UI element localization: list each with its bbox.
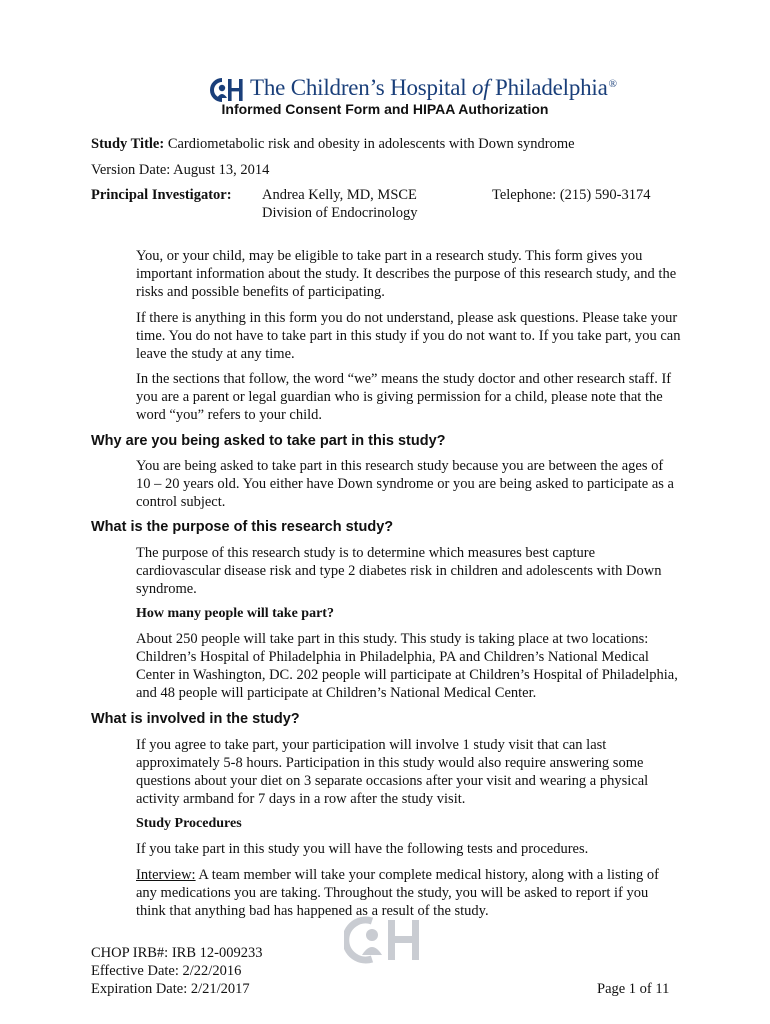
section-heading-involved: What is involved in the study? <box>91 711 300 727</box>
study-title-label: Study Title: <box>91 136 165 152</box>
page-number: Page 1 of 11 <box>597 981 670 997</box>
hospital-name: The Children’s Hospital of Philadelphia® <box>250 75 617 100</box>
section-text-why: You are being asked to take part in this research study because you are between the ages of 10 – 20 years old. You either have Down syndrome or you are being asked to participate as a control subject. <box>136 458 674 510</box>
expiration-date: Expiration Date: 2/21/2017 <box>91 981 250 997</box>
study-title-value: Cardiometabolic risk and obesity in adolescents with Down syndrome <box>164 136 575 152</box>
study-title <box>91 135 575 153</box>
section-heading-purpose: What is the purpose of this research study? <box>91 519 394 535</box>
form-title: Informed Consent Form and HIPAA Authorization <box>221 101 549 117</box>
version-date: Version Date: August 13, 2014 <box>91 162 270 178</box>
interview-text: A team member will take your complete medical history, along with a listing of any medications you are taking. Throughout the study, you will be asked to report if you think that anything bad has happened as a result of the study. <box>136 867 659 919</box>
subheading-study-procedures: Study Procedures <box>136 816 242 831</box>
interview-paragraph <box>136 866 681 920</box>
subheading-how-many: How many people will take part? <box>136 606 334 621</box>
subsection-text-procedures: If you take part in this study you will have the following tests and procedures. <box>136 841 589 857</box>
section-text-involved: If you agree to take part, your participation will involve 1 study visit that can last approximately 5-8 hours. Participation in this study would also require answering some questions about your diet on 3 separate occasions after your visit and wearing a physical activity armband for 7 days in a row after the study visit. <box>136 737 649 807</box>
principal-investigator-label: Principal Investigator: <box>91 187 232 203</box>
intro-paragraph: In the sections that follow, the word “we” means the study doctor and other research staff. If you are a parent or legal guardian who is giving permission for a child, please note that the word “you” refers to your child. <box>136 371 672 423</box>
principal-investigator-division: Division of Endocrinology <box>262 205 418 221</box>
chop-watermark-icon <box>344 915 430 965</box>
subsection-text-how-many: About 250 people will take part in this study. This study is taking place at two locations: Children’s Hospital of Philadelphia in Philadelphia, PA and Children’s National Medical Center in Washington, DC. 202 people will participate at Children’s Hospital of Philadelphia, and 48 people will participate at Children’s National Medical Center. <box>136 631 678 701</box>
principal-investigator-name: Andrea Kelly, MD, MSCE <box>262 187 417 203</box>
intro-paragraph: If there is anything in this form you do not understand, please ask questions. Please take your time. You do not have to take part in this study if you do not want to. If you take part, you can leave the study at any time. <box>136 310 681 362</box>
section-text-purpose: The purpose of this research study is to determine which measures best capture cardiovascular disease risk and type 2 diabetes risk in children and adolescents with Down syndrome. <box>136 545 662 597</box>
telephone: Telephone: (215) 590-3174 <box>492 187 651 203</box>
registered-mark: ® <box>608 78 617 90</box>
intro-paragraph: You, or your child, may be eligible to take part in a research study. This form gives you important information about the study. It describes the purpose of this research study, and the risks and possible benefits of participating. <box>136 248 677 300</box>
effective-date: Effective Date: 2/22/2016 <box>91 963 242 979</box>
interview-label: Interview: <box>136 867 196 883</box>
section-heading-why: Why are you being asked to take part in this study? <box>91 433 446 449</box>
chop-logo-icon <box>208 76 244 104</box>
irb-number: CHOP IRB#: IRB 12-009233 <box>91 945 263 961</box>
